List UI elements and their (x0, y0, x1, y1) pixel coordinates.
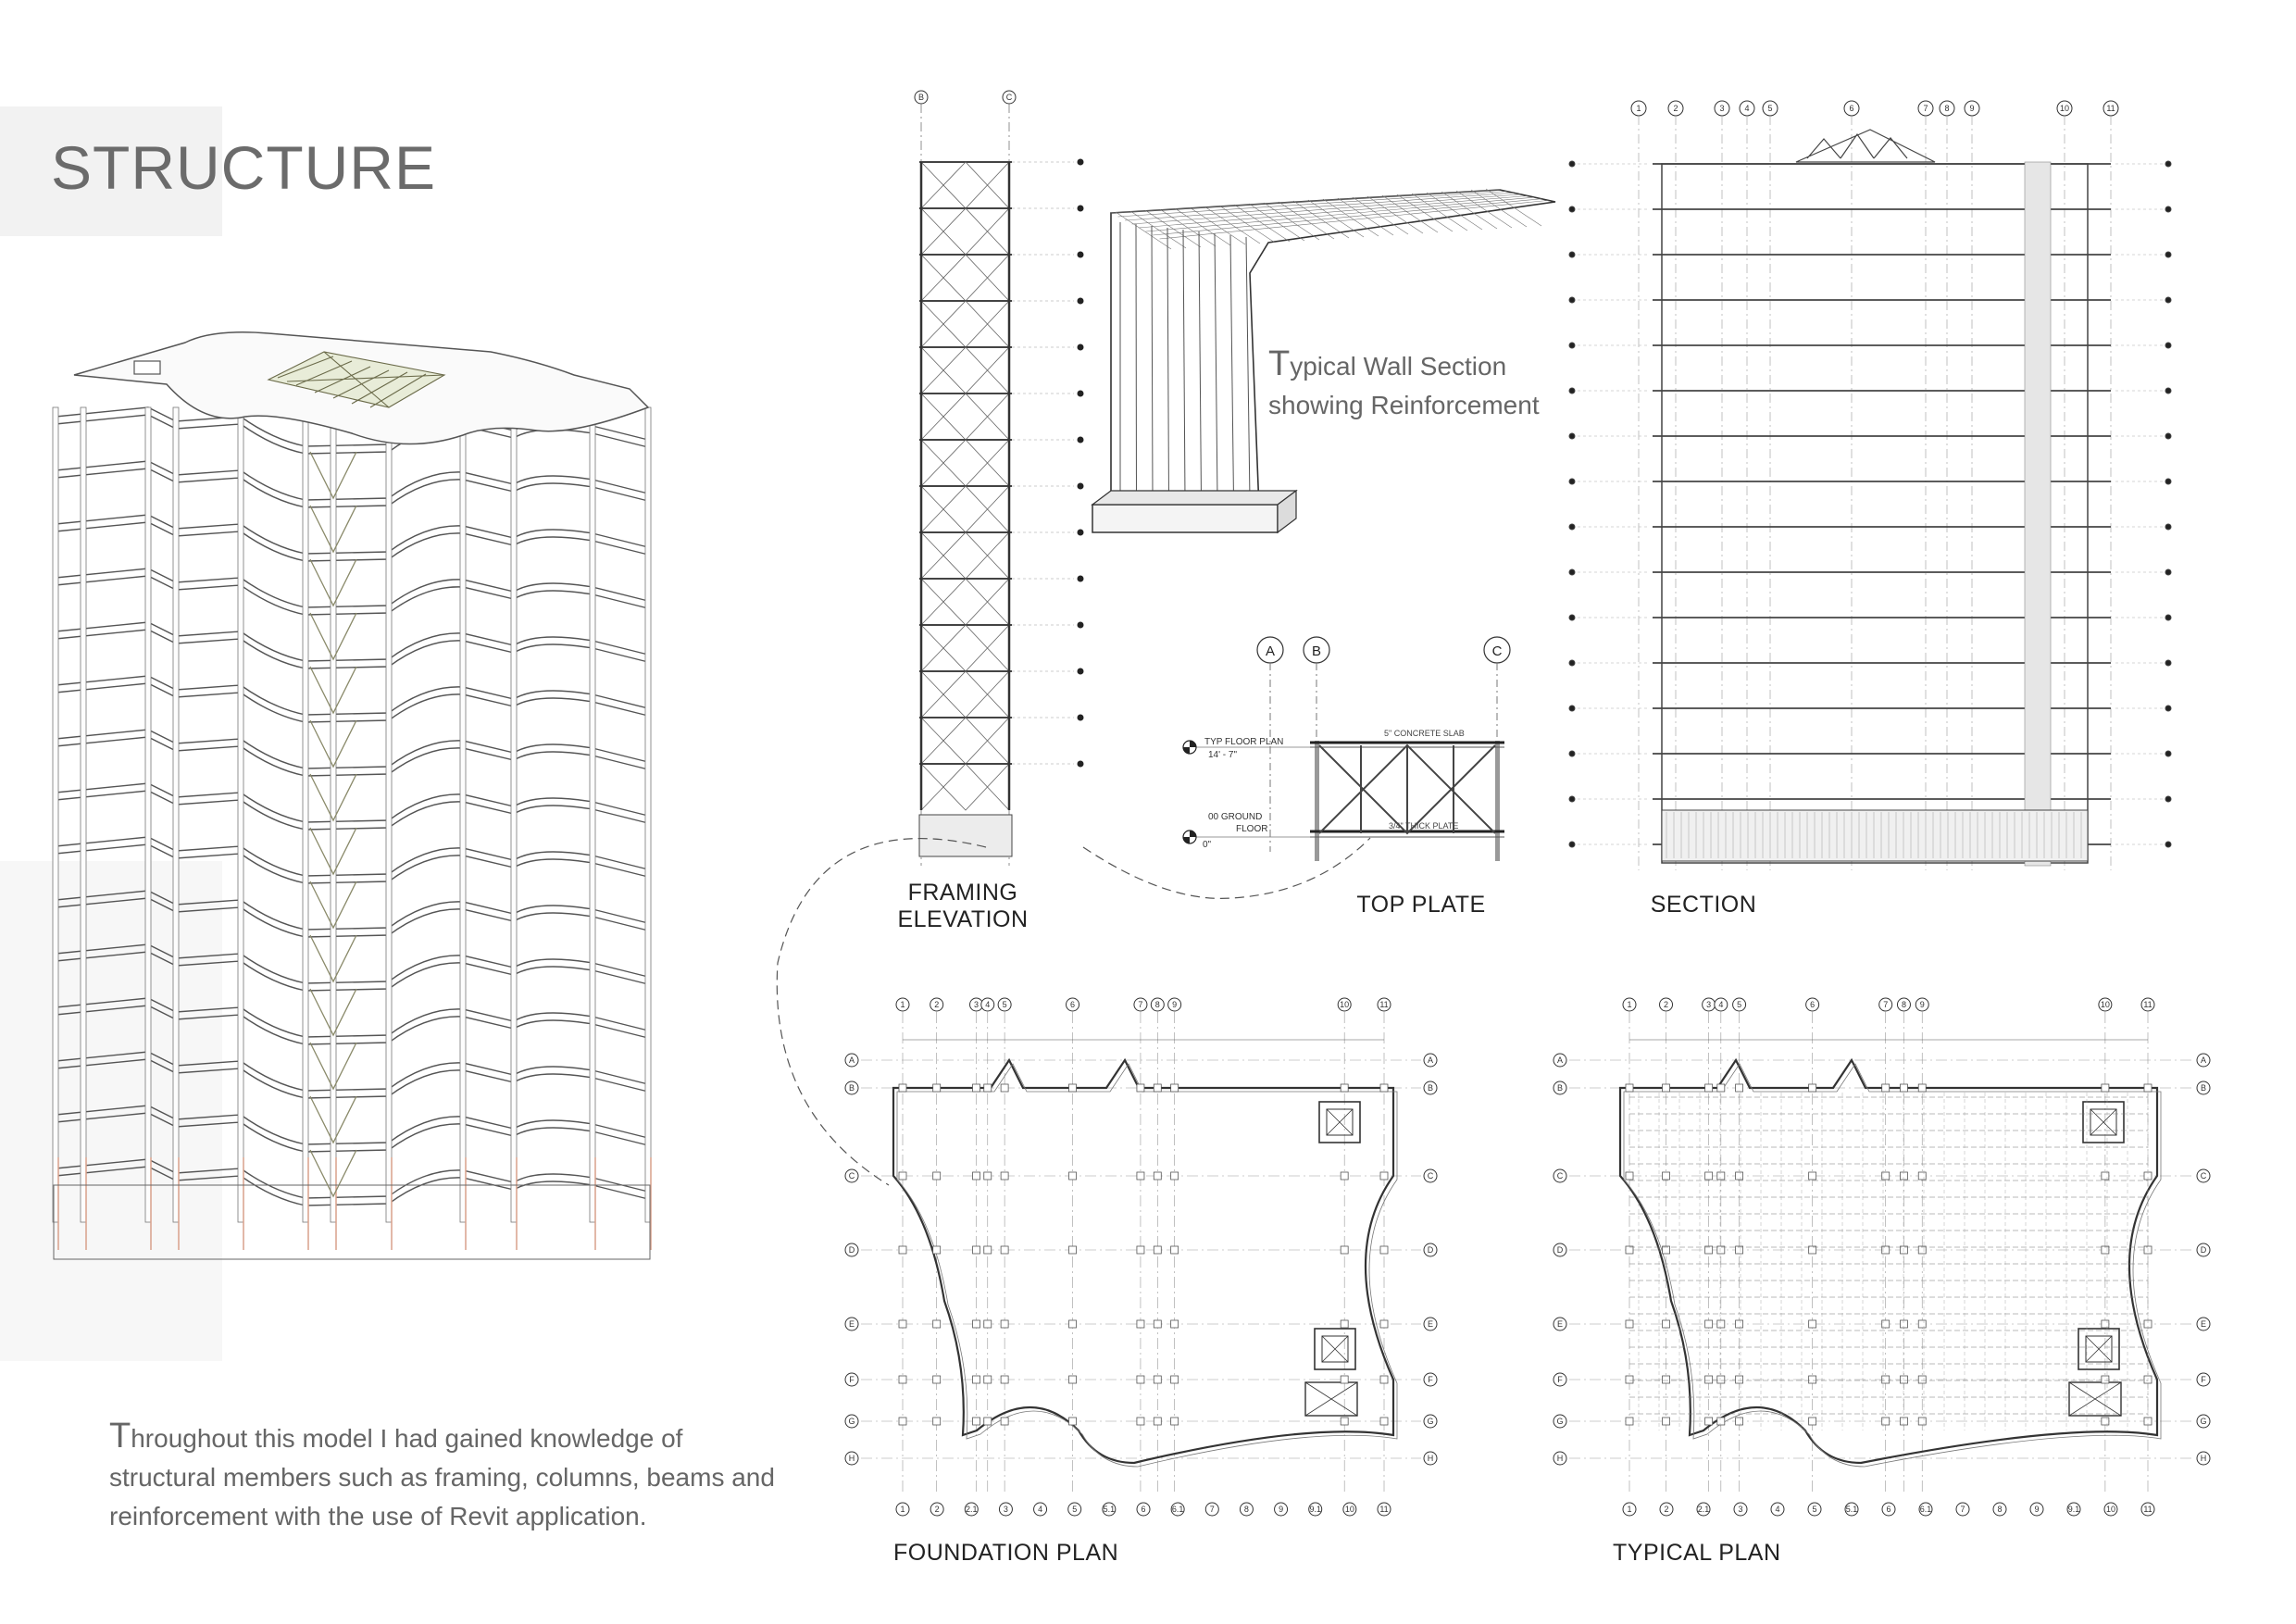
plan-column (1918, 1376, 1926, 1383)
plan-column (2102, 1084, 2109, 1092)
top-plate-level-2-elev: 0" (1203, 840, 1212, 850)
section-roof-truss (1796, 130, 1935, 162)
plan-row-bubble-label: F (2201, 1375, 2206, 1384)
section-floors (1569, 161, 2171, 863)
plan-row-bubble-label: C (848, 1171, 855, 1181)
plan-column (1154, 1246, 1161, 1254)
plan-col-bubble-bottom-label: 8 (1997, 1505, 2003, 1514)
plan-column (1626, 1320, 1633, 1328)
section-level-marker (2165, 524, 2171, 530)
plan-row-bubble-label: E (848, 1319, 855, 1329)
plan-row-bubble-label: H (1427, 1454, 1434, 1463)
section-level-marker (1569, 252, 1575, 257)
plan-col-bubble-bottom-label: 6 (1886, 1505, 1891, 1514)
description-initial: T (109, 1417, 131, 1455)
plan-row-bubble-label: E (2200, 1319, 2207, 1329)
framing-label-line2: ELEVATION (897, 906, 1029, 932)
plan-column (1736, 1418, 1743, 1425)
plan-column (1705, 1172, 1713, 1180)
plan-col-bubble-bottom-label: 6.1 (1171, 1505, 1184, 1514)
plan-column (1900, 1376, 1907, 1383)
section-level-marker (2165, 796, 2171, 802)
plan-column (933, 1418, 941, 1425)
plan-column (973, 1172, 980, 1180)
section-grid-bubble-label: 2 (1673, 104, 1678, 113)
top-plate-slab-note: 5" CONCRETE SLAB (1384, 729, 1465, 738)
plan-col-bubble-bottom-label: 4 (1038, 1505, 1043, 1514)
plan-row-bubble-label: H (1556, 1454, 1564, 1463)
plan-col-bubble-label: 3 (1706, 1000, 1712, 1009)
plan-col-bubble-bottom-label: 5 (1072, 1505, 1078, 1514)
plan-column (1137, 1376, 1144, 1383)
framing-grid-bubble-c: C (1005, 93, 1013, 102)
section-grid-bubble-label: 6 (1849, 104, 1854, 113)
plan-column (1717, 1320, 1725, 1328)
section-grid-bubble-label: 11 (2106, 104, 2115, 113)
plan-col-bubble-bottom-label: 3 (1738, 1505, 1743, 1514)
plan-column (984, 1246, 992, 1254)
plan-col-bubble-bottom-label: 7 (1960, 1505, 1965, 1514)
plan-column (1341, 1172, 1348, 1180)
plan-row-bubble-label: E (1556, 1319, 1564, 1329)
plan-column (1001, 1246, 1008, 1254)
section-level-marker (2165, 842, 2171, 847)
plan-column (984, 1172, 992, 1180)
plan-column (933, 1172, 941, 1180)
plan-col-bubble-bottom-label: 7 (1209, 1505, 1215, 1514)
plan-column (2102, 1320, 2109, 1328)
plan-column (1154, 1320, 1161, 1328)
top-plate-level-1-name: TYP FLOOR PLAN (1204, 737, 1284, 747)
plan-col-bubble-label: 7 (1138, 1000, 1143, 1009)
plan-col-bubble-bottom-label: 10 (1344, 1505, 1354, 1514)
plan-col-bubble-label: 1 (900, 1000, 905, 1009)
plan-column (973, 1246, 980, 1254)
top-plate-grid-b: B (1311, 643, 1322, 659)
section-grid-bubble-label: 5 (1767, 104, 1773, 113)
section-level-marker (2165, 161, 2171, 167)
plan-column (1705, 1418, 1713, 1425)
plan-column (1001, 1084, 1008, 1092)
plan-column (1069, 1084, 1077, 1092)
wall-note-initial: T (1268, 344, 1291, 383)
plan-column (1341, 1418, 1348, 1425)
plan-outline (893, 1060, 1393, 1463)
plan-row-bubble-label: D (2200, 1245, 2207, 1255)
top-plate-level-2-name: 00 GROUND (1208, 812, 1263, 822)
plan-column (984, 1418, 992, 1425)
plan-row-bubble-label: C (1427, 1171, 1434, 1181)
plan-column (1154, 1172, 1161, 1180)
plan-column (1736, 1320, 1743, 1328)
plan-row-bubble-label: D (1427, 1245, 1434, 1255)
plan-column (1626, 1376, 1633, 1383)
plan-column (1663, 1418, 1670, 1425)
plan-col-bubble-label: 4 (1718, 1000, 1724, 1009)
typical-plan-drawing (1546, 995, 2213, 1532)
plan-col-bubble-label: 3 (974, 1000, 980, 1009)
section-level-marker (1569, 660, 1575, 666)
section-level-marker (2165, 660, 2171, 666)
plan-row-bubble-label: F (1557, 1375, 1563, 1384)
top-plate-grid-a: A (1265, 643, 1276, 659)
plan-col-bubble-label: 2 (1664, 1000, 1669, 1009)
plan-column (1341, 1084, 1348, 1092)
plan-column (1069, 1376, 1077, 1383)
plan-col-bubble-bottom-label: 9.1 (2067, 1505, 2080, 1514)
plan-row-bubble-label: F (849, 1375, 855, 1384)
plan-column (1705, 1320, 1713, 1328)
plan-col-bubble-label: 10 (1340, 1000, 1350, 1009)
plan-column (1626, 1172, 1633, 1180)
plan-col-bubble-label: 11 (1379, 1000, 1389, 1009)
plan-column (1663, 1084, 1670, 1092)
plan-row-bubble-label: B (2200, 1083, 2207, 1093)
plan-column (984, 1084, 992, 1092)
plan-column (1341, 1320, 1348, 1328)
plan-stair-cross (2069, 1382, 2121, 1416)
plan-core-cross (1327, 1109, 1353, 1135)
section-level-marker (1569, 524, 1575, 530)
plan-col-bubble-label: 2 (934, 1000, 940, 1009)
description-body: hroughout this model I had gained knowledge of structural members such as framing, columns, beams and reinforcement with the use of Revit application. (109, 1424, 775, 1530)
plan-column (1626, 1418, 1633, 1425)
plan-row-bubble-label: B (1427, 1083, 1434, 1093)
plan-col-bubble-label: 8 (1901, 1000, 1906, 1009)
plan-column (1918, 1320, 1926, 1328)
plan-column (1171, 1172, 1179, 1180)
section-outline (1662, 164, 2088, 863)
plan-column (1663, 1320, 1670, 1328)
plan-col-bubble-bottom-label: 9.1 (1309, 1505, 1321, 1514)
plan-column (1809, 1320, 1816, 1328)
framing-elevation-label (889, 880, 1037, 933)
plan-column (1171, 1376, 1179, 1383)
plan-column (2102, 1376, 2109, 1383)
description-text (109, 1417, 776, 1536)
plan-column (1001, 1172, 1008, 1180)
plan-column (1705, 1376, 1713, 1383)
section-level-marker (2165, 388, 2171, 394)
plan-row-bubble-label: F (1428, 1375, 1433, 1384)
section-level-marker (2165, 751, 2171, 756)
plan-column (1918, 1172, 1926, 1180)
plan-col-bubble-label: 9 (1919, 1000, 1925, 1009)
plan-column (1717, 1376, 1725, 1383)
plan-column (1736, 1172, 1743, 1180)
plan-column (973, 1084, 980, 1092)
plan-row-bubble-label: C (2200, 1171, 2207, 1181)
plan-column (1663, 1172, 1670, 1180)
plan-column (1380, 1246, 1388, 1254)
plan-row-bubble-label: C (1556, 1171, 1564, 1181)
plan-column (1137, 1172, 1144, 1180)
plan-column (1171, 1418, 1179, 1425)
plan-col-bubble-label: 9 (1172, 1000, 1178, 1009)
plan-column (1341, 1376, 1348, 1383)
plan-col-bubble-bottom-label: 5.1 (1103, 1505, 1116, 1514)
plan-column (1171, 1320, 1179, 1328)
section-grid-bubble-label: 7 (1923, 104, 1928, 113)
plan-col-bubble-bottom-label: 9 (1279, 1505, 1284, 1514)
plan-column (899, 1246, 906, 1254)
plan-column (933, 1320, 941, 1328)
framing-grid-bubble-b: B (917, 93, 925, 102)
plan-column (1137, 1084, 1144, 1092)
section-level-marker (2165, 433, 2171, 439)
plan-column (1918, 1084, 1926, 1092)
plan-col-bubble-bottom-label: 9 (2034, 1505, 2040, 1514)
plan-row-bubble-label: H (2200, 1454, 2207, 1463)
section-core-wall (2025, 162, 2051, 866)
section-level-marker (2165, 706, 2171, 711)
plan-col-bubble-bottom-label: 2.1 (1697, 1505, 1710, 1514)
plan-col-bubble-label: 5 (1002, 1000, 1007, 1009)
plan-column (1137, 1418, 1144, 1425)
plan-column (1736, 1084, 1743, 1092)
section-level-marker (1569, 479, 1575, 484)
plan-core-cross (2086, 1336, 2112, 1362)
plan-column (1171, 1246, 1179, 1254)
plan-row-bubble-label: B (848, 1083, 855, 1093)
top-plate-label: TOP PLATE (1356, 892, 1486, 918)
section-level-marker (2165, 615, 2171, 620)
typical-plan-label: TYPICAL PLAN (1613, 1540, 1781, 1566)
plan-column (1171, 1084, 1179, 1092)
plan-column (1069, 1172, 1077, 1180)
plan-col-bubble-label: 7 (1883, 1000, 1889, 1009)
section-level-marker (1569, 751, 1575, 756)
section-grid-bubble-label: 4 (1744, 104, 1750, 113)
plan-col-bubble-bottom-label: 2 (1664, 1505, 1669, 1514)
plan-column (1001, 1320, 1008, 1328)
plan-column (899, 1418, 906, 1425)
plan-column (1900, 1172, 1907, 1180)
plan-col-bubble-bottom-label: 6.1 (1919, 1505, 1932, 1514)
plan-column (1809, 1084, 1816, 1092)
section-level-marker (1569, 706, 1575, 711)
plan-row-bubble-label: H (848, 1454, 855, 1463)
section-level-marker (1569, 388, 1575, 394)
plan-column (1154, 1376, 1161, 1383)
section-level-marker (1569, 433, 1575, 439)
section-label: SECTION (1650, 892, 1757, 918)
plan-col-bubble-label: 11 (2143, 1000, 2152, 1009)
section-level-marker (1569, 842, 1575, 847)
section-level-marker (2165, 206, 2171, 212)
section-level-marker (2165, 252, 2171, 257)
section-grid-bubble-label: 10 (2059, 104, 2070, 113)
plan-column (2102, 1172, 2109, 1180)
plan-col-bubble-bottom-label: 4 (1775, 1505, 1780, 1514)
plan-column (1918, 1418, 1926, 1425)
plan-column (1717, 1172, 1725, 1180)
top-plate-level-2-name-b: FLOOR (1236, 824, 1268, 834)
plan-column (1900, 1320, 1907, 1328)
plan-row-bubble-label: A (2200, 1056, 2207, 1065)
plan-row-bubble-label: G (2200, 1417, 2207, 1426)
plan-col-bubble-bottom-label: 1 (1627, 1505, 1632, 1514)
plan-column (1882, 1084, 1890, 1092)
plan-col-bubble-bottom-label: 3 (1003, 1505, 1008, 1514)
plan-column (1717, 1084, 1725, 1092)
plan-column (933, 1376, 941, 1383)
plan-col-bubble-bottom-label: 11 (2143, 1505, 2152, 1514)
plan-column (973, 1320, 980, 1328)
plan-column (1001, 1376, 1008, 1383)
plan-column (1069, 1418, 1077, 1425)
plan-column (1705, 1084, 1713, 1092)
wall-note-line1: ypical Wall Section (1290, 352, 1507, 381)
plan-column (1154, 1084, 1161, 1092)
plan-row-bubble-label: G (848, 1417, 855, 1426)
section-level-marker (2165, 479, 2171, 484)
plan-column (1341, 1246, 1348, 1254)
plan-column (899, 1376, 906, 1383)
plan-col-bubble-bottom-label: 6 (1141, 1505, 1146, 1514)
plan-column (973, 1418, 980, 1425)
plan-col-bubble-label: 6 (1070, 1000, 1076, 1009)
plan-col-bubble-bottom-label: 2.1 (966, 1505, 978, 1514)
plan-column (1069, 1320, 1077, 1328)
plan-column (1809, 1172, 1816, 1180)
plan-col-bubble-label: 6 (1810, 1000, 1816, 1009)
plan-outline (1620, 1060, 2157, 1463)
page-title: STRUCTURE (51, 133, 436, 202)
top-plate-level-1-elev: 14' - 7" (1208, 750, 1238, 760)
plan-column (1380, 1418, 1388, 1425)
section-grid-bubble-label: 3 (1719, 104, 1725, 113)
section-level-marker (2165, 297, 2171, 303)
section-grid-bubble-label: 9 (1969, 104, 1975, 113)
building-section-drawing (1565, 97, 2176, 903)
plan-column (1154, 1418, 1161, 1425)
plan-row-bubble-label: E (1427, 1319, 1434, 1329)
plan-column (1380, 1320, 1388, 1328)
plan-outline-inner (1624, 1064, 2161, 1467)
plan-row-bubble-label: A (1556, 1056, 1564, 1065)
plan-col-bubble-label: 4 (985, 1000, 991, 1009)
plan-row-bubble-label: G (1556, 1417, 1564, 1426)
plan-column (1069, 1246, 1077, 1254)
plan-column (984, 1376, 992, 1383)
plan-column (1809, 1418, 1816, 1425)
wall-note-line2: showing Reinforcement (1268, 391, 1540, 419)
plan-col-bubble-label: 8 (1154, 1000, 1160, 1009)
plan-column (1626, 1084, 1633, 1092)
section-grid-bubble-label: 8 (1944, 104, 1950, 113)
section-level-marker (1569, 206, 1575, 212)
plan-row-bubble-label: D (1556, 1245, 1564, 1255)
plan-column (899, 1172, 906, 1180)
plan-core-cross (2090, 1109, 2116, 1135)
plan-stair-cross (1305, 1382, 1357, 1416)
top-plate-grid-c: C (1491, 643, 1503, 659)
section-level-marker (1569, 569, 1575, 575)
plan-col-bubble-bottom-label: 5 (1812, 1505, 1817, 1514)
section-level-marker (2165, 569, 2171, 575)
plan-column (1137, 1246, 1144, 1254)
plan-row-bubble-label: A (1427, 1056, 1434, 1065)
plan-col-bubble-label: 1 (1627, 1000, 1632, 1009)
section-level-marker (2165, 343, 2171, 348)
plan-column (1663, 1376, 1670, 1383)
plan-column (1137, 1320, 1144, 1328)
foundation-plan-label: FOUNDATION PLAN (893, 1540, 1119, 1566)
section-level-marker (1569, 297, 1575, 303)
plan-row-bubble-label: D (848, 1245, 855, 1255)
plan-column (1900, 1084, 1907, 1092)
plan-col-bubble-bottom-label: 11 (1379, 1505, 1389, 1514)
plan-row-bubble-label: G (1427, 1417, 1434, 1426)
plan-col-bubble-label: 10 (2100, 1000, 2110, 1009)
plan-row-bubble-label: B (1556, 1083, 1564, 1093)
plan-column (1380, 1084, 1388, 1092)
plan-col-bubble-label: 5 (1737, 1000, 1742, 1009)
section-level-marker (1569, 796, 1575, 802)
plan-column (899, 1084, 906, 1092)
plan-col-bubble-bottom-label: 1 (900, 1505, 905, 1514)
plan-column (1380, 1376, 1388, 1383)
plan-column (899, 1320, 906, 1328)
plan-column (984, 1320, 992, 1328)
plan-row-bubble-label: A (848, 1056, 855, 1065)
plan-column (973, 1376, 980, 1383)
plan-col-bubble-bottom-label: 2 (934, 1505, 940, 1514)
plan-column (2144, 1084, 2152, 1092)
plan-column (1736, 1376, 1743, 1383)
plan-column (933, 1084, 941, 1092)
plan-core-cross (1322, 1336, 1348, 1362)
section-level-marker (1569, 161, 1575, 167)
plan-column (1001, 1418, 1008, 1425)
plan-outline-inner (897, 1064, 1397, 1467)
foundation-plan-drawing (838, 995, 1440, 1532)
plan-column (1380, 1172, 1388, 1180)
plan-col-bubble-bottom-label: 8 (1243, 1505, 1249, 1514)
framing-label-line1: FRAMING (907, 880, 1018, 906)
plan-col-bubble-bottom-label: 5.1 (1845, 1505, 1858, 1514)
top-plate-plate-note: 3/4" THICK PLATE (1389, 821, 1459, 831)
plan-column (1809, 1376, 1816, 1383)
section-level-marker (1569, 615, 1575, 620)
plan-column (1717, 1418, 1725, 1425)
plan-column (2102, 1418, 2109, 1425)
plan-column (933, 1246, 941, 1254)
section-grid-bubble-label: 1 (1636, 104, 1641, 113)
plan-col-bubble-bottom-label: 10 (2105, 1505, 2116, 1514)
section-level-marker (1569, 343, 1575, 348)
plan-column (1900, 1418, 1907, 1425)
